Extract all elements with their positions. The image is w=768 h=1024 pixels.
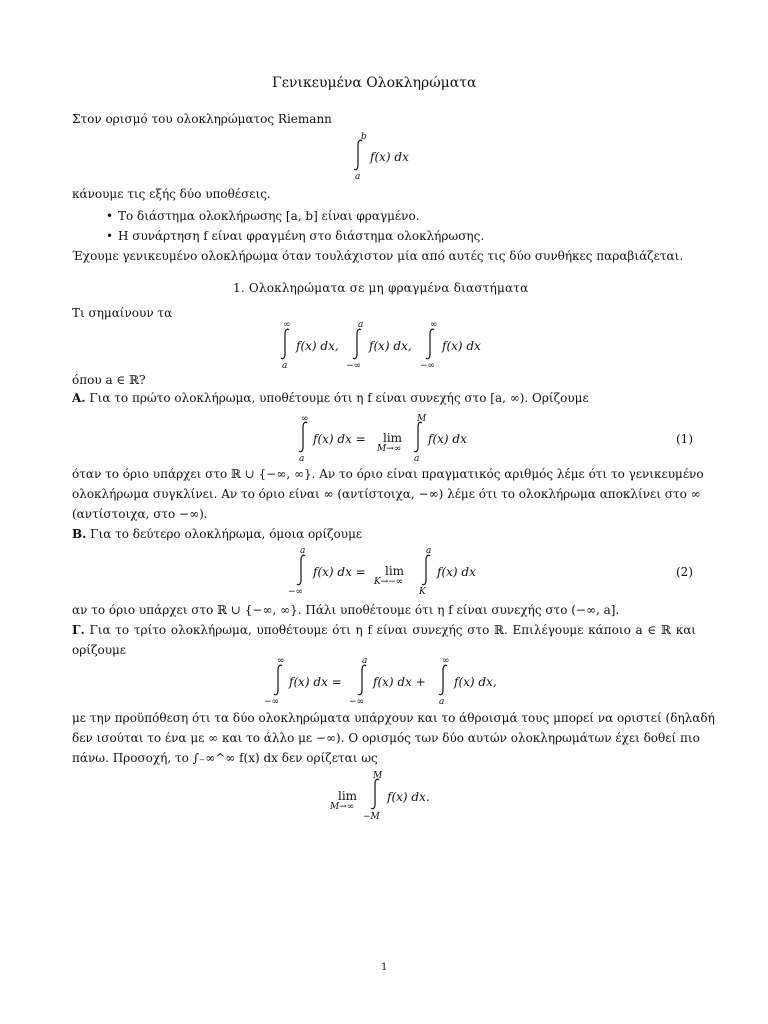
- paragraph-line: πάνω. Προσοχή, το ∫₋∞^∞ f(x) dx δεν ορίζεται ως: [72, 751, 378, 765]
- equation-term: f(x) dx +: [373, 675, 426, 689]
- part-label: Γ.: [72, 623, 85, 637]
- intro-line-1: Στον ορισμό του ολοκληρώματος Riemann: [72, 112, 332, 126]
- where-line: όπου a ∈ ℝ?: [72, 373, 146, 387]
- equation-number: (1): [676, 432, 693, 446]
- part-text: Για το τρίτο ολοκλήρωμα, υποθέτουμε ότι η f είναι συνεχής στο ℝ. Επιλέγουμε κάποιο a ∈ ℝ και: [89, 623, 696, 637]
- equation-number: (2): [676, 565, 693, 579]
- integral-sign: [357, 664, 369, 696]
- integral-lower: −∞: [288, 587, 304, 597]
- page-title: Γενικευμένα Ολοκληρώματα: [272, 75, 477, 91]
- integral-upper: ∞: [277, 656, 285, 666]
- paragraph-line: όταν το όριο υπάρχει στο ℝ ∪ {−∞, ∞}. Αν το όριο είναι πραγματικός αριθμός λέμε ότι το γενικευμένο: [72, 467, 704, 481]
- integral-lower: −∞: [349, 697, 365, 707]
- integral-upper: ∞: [442, 656, 450, 666]
- limit-operator: lim: [385, 564, 405, 578]
- equation-rhs: f(x) dx: [428, 432, 467, 446]
- integral-upper: M: [373, 771, 383, 781]
- limit-subscript: M→∞: [377, 444, 402, 454]
- bullet-marker: •: [106, 209, 114, 223]
- integral-upper: a: [362, 656, 368, 666]
- part-label: A.: [72, 391, 86, 405]
- part-text: Για το δεύτερο ολοκλήρωμα, όμοια ορίζουμε: [90, 527, 363, 541]
- paragraph-line: ολοκλήρωμα συγκλίνει. Αν το όριο είναι ∞ (αντίστοιχα, −∞) λέμε ότι το ολοκλήρωμα αποκλίνει στο ∞: [72, 487, 701, 501]
- integrand: f(x) dx,: [296, 339, 339, 353]
- paragraph-line: (αντίστοιχα, στο −∞).: [72, 507, 208, 521]
- integral-lower: a: [282, 361, 288, 371]
- integral-sign: [296, 554, 308, 586]
- integral-upper: a: [300, 546, 306, 556]
- intro-line-2: κάνουμε τις εξής δύο υποθέσεις.: [72, 187, 271, 201]
- integral-sign: [298, 421, 310, 453]
- limit-subscript: K→−∞: [374, 577, 404, 587]
- question-line: Τι σημαίνουν τα: [72, 306, 173, 320]
- bullet-item: Το διάστημα ολοκλήρωσης [a, b] είναι φραγμένο.: [118, 209, 420, 223]
- limit-operator: lim: [383, 431, 403, 445]
- limit-operator: lim: [338, 789, 358, 803]
- part-text: Για το πρώτο ολοκλήρωμα, υποθέτουμε ότι η f είναι συνεχής στο [a, ∞). Ορίζουμε: [89, 391, 589, 405]
- integral-lower: −∞: [264, 697, 280, 707]
- equation-lhs: f(x) dx =: [313, 432, 366, 446]
- bullet-item: Η συνάρτηση f είναι φραγμένη στο διάστημα ολοκλήρωσης.: [118, 229, 485, 243]
- paragraph-line: αν το όριο υπάρχει στο ℝ ∪ {−∞, ∞}. Πάλι υποθέτουμε ότι η f είναι συνεχής στο (−∞, a].: [72, 603, 620, 617]
- integrand: f(x) dx: [370, 150, 409, 164]
- section-heading: 1. Ολοκληρώματα σε μη φραγμένα διαστήματα: [233, 281, 529, 295]
- integrand: f(x) dx.: [387, 790, 430, 804]
- integral-upper: a: [426, 546, 432, 556]
- paragraph-line: ορίζουμε: [72, 643, 127, 657]
- part-c-line: [72, 623, 696, 637]
- integral-sign: [413, 421, 425, 453]
- integral-sign: [353, 139, 365, 171]
- integral-lower: a: [439, 697, 445, 707]
- integral-lower: a: [355, 172, 361, 182]
- integral-lower: −∞: [420, 361, 436, 371]
- part-label: B.: [72, 527, 87, 541]
- intro-line-3: Έχουμε γενικευμένο ολοκλήρωμα όταν τουλάχιστον μία από αυτές τις δύο συνθήκες παραβιάζεται.: [72, 249, 684, 263]
- integral-lower: −∞: [346, 361, 362, 371]
- integral-sign: [438, 664, 450, 696]
- integral-upper: M: [417, 414, 427, 424]
- bullet-marker: •: [106, 229, 114, 243]
- paragraph-line: δεν ισούται το ένα με ∞ και το άλλο με −∞). Ο ορισμός των δύο αυτών ολοκληρωμάτων έχει δοθεί πιο: [72, 731, 700, 745]
- integral-sign: [352, 328, 364, 360]
- integral-upper: ∞: [301, 414, 309, 424]
- part-b-line: [72, 527, 362, 541]
- integrand: f(x) dx,: [369, 339, 412, 353]
- integral-upper: ∞: [430, 320, 438, 330]
- page-number: 1: [381, 962, 388, 973]
- integrand: f(x) dx: [442, 339, 481, 353]
- integral-upper: b: [361, 132, 367, 142]
- equation-term: f(x) dx =: [289, 675, 342, 689]
- integral-lower: a: [299, 454, 305, 464]
- integral-sign: [280, 328, 292, 360]
- integral-lower: K: [419, 587, 426, 597]
- integral-lower: a: [414, 454, 420, 464]
- integral-sign: [425, 328, 437, 360]
- part-a-line: [72, 391, 589, 405]
- equation-lhs: f(x) dx =: [313, 565, 366, 579]
- limit-subscript: M→∞: [330, 802, 355, 812]
- integral-upper: a: [358, 320, 364, 330]
- integral-sign: [273, 664, 285, 696]
- integral-upper: ∞: [283, 320, 291, 330]
- equation-rhs: f(x) dx: [437, 565, 476, 579]
- integral-sign: [421, 554, 433, 586]
- paragraph-line: με την προϋπόθεση ότι τα δύο ολοκληρώματα υπάρχουν και το άθροισμά τους μπορεί να οριστεί (δηλαδή: [72, 711, 715, 725]
- integral-lower: −M: [363, 812, 380, 822]
- equation-term: f(x) dx,: [454, 675, 497, 689]
- integral-sign: [370, 778, 382, 810]
